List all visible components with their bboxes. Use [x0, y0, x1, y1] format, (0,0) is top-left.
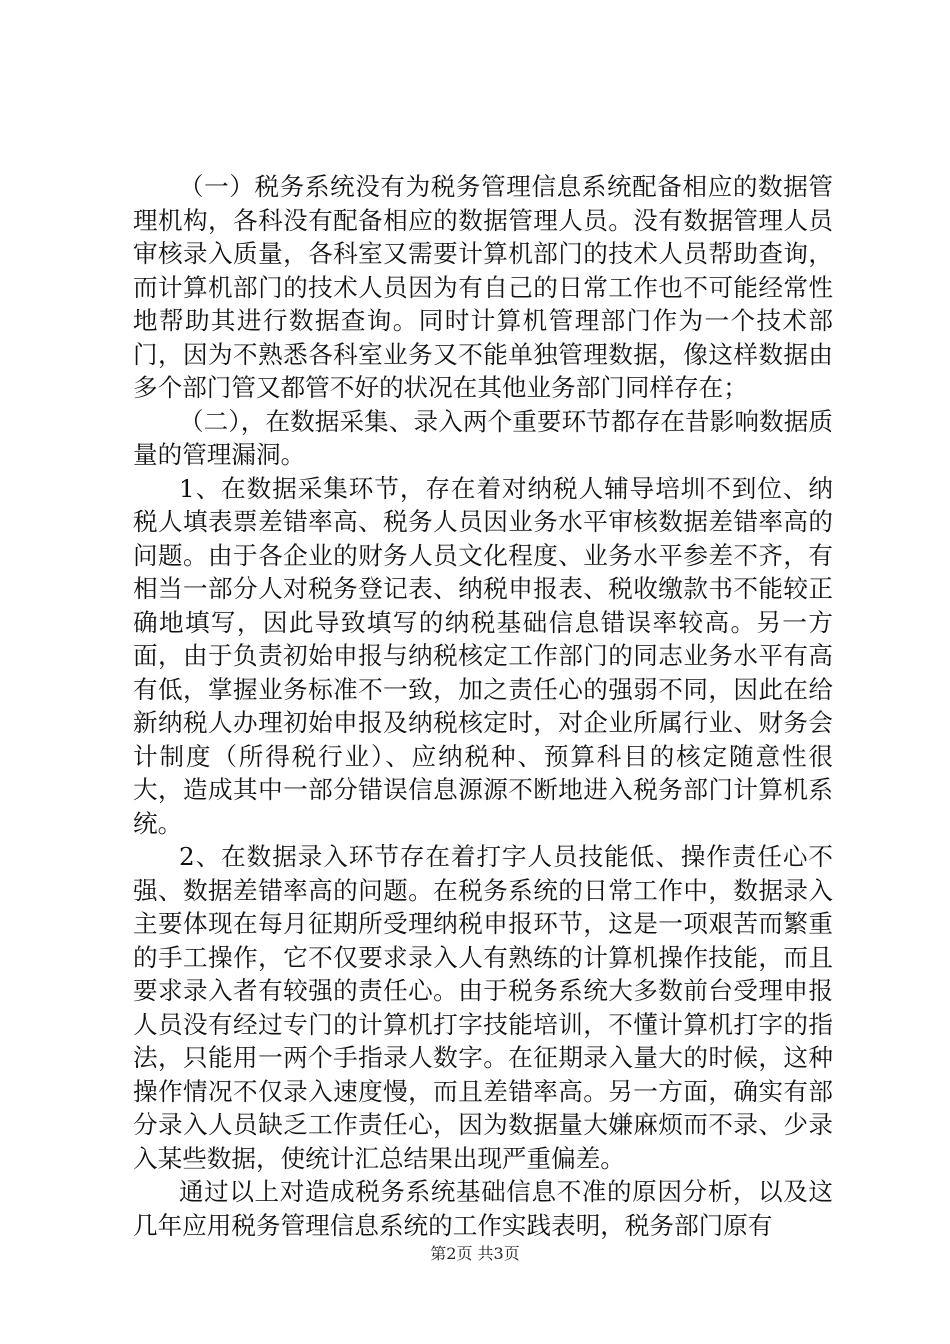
body-text [133, 170, 833, 1242]
paragraph-4: 2、在数据录入环节存在着打字人员技能低、操作责任心不强、数据差错率高的问题。在税务系统的日常工作中，数据录入主要体现在每月征期所受理纳税申报环节，这是一项艰苦而繁重的手工操作，它不仅要求录入人有熟练的计算机操作技能，而且要求录入者有较强的责任心。由于税务系统大多数前台受理申报人员没有经过专门的计算机打字技能培训，不懂计算机打字的指法，只能用一两个手指录人数字。在征期录入量大的时候，这种操作情况不仅录入速度慢，而且差错率高。另一方面，确实有部分录入人员缺乏工作责任心，因为数据量大嫌麻烦而不录、少录入某些数据，使统计汇总结果出现严重偏差。 [133, 842, 833, 1173]
paragraph-3: 1、在数据采集环节，存在着对纳税人辅导培圳不到位、纳税人填表票差错率高、税务人员因业务水平审核数据差错率高的问题。由于各企业的财务人员文化程度、业务水平参差不齐，有相当一部分人对税务登记表、纳税申报表、税收缴款书不能较正确地填写，因此导致填写的纳税基础信息错误率较高。另一方面，由于负责初始申报与纳税核定工作部门的同志业务水平有高有低，掌握业务标准不一致，加之责任心的强弱不同，因此在给新纳税人办理初始申报及纳税核定时，对企业所属行业、财务会计制度（所得税行业）、应纳税种、预算科目的核定随意性很大，造成其中一部分错误信息源源不断地进入税务部门计算机系统。 [133, 473, 833, 838]
paragraph-2: （二），在数据采集、录入两个重要环节都存在昔影响数据质量的管理漏洞。 [133, 406, 833, 469]
page-number: 第2页 共3页 [430, 1244, 520, 1263]
page-footer [0, 1244, 950, 1264]
paragraph-5: 通过以上对造成税务系统基础信息不准的原因分析，以及这几年应用税务管理信息系统的工作实践表明，税务部门原有 [133, 1177, 833, 1240]
paragraph-1: （一）税务系统没有为税务管理信息系统配备相应的数据管理机构，各科没有配备相应的数据管理人员。没有数据管理人员审核录入质量，各科室又需要计算机部门的技术人员帮助查询，而计算机部门的技术人员因为有自己的日常工作也不可能经常性地帮助其进行数据查询。同时计算机管理部门作为一个技术部门，因为不熟悉各科室业务又不能单独管理数据，像这样数据由多个部门管又都管不好的状况在其他业务部门同样存在； [133, 172, 833, 402]
